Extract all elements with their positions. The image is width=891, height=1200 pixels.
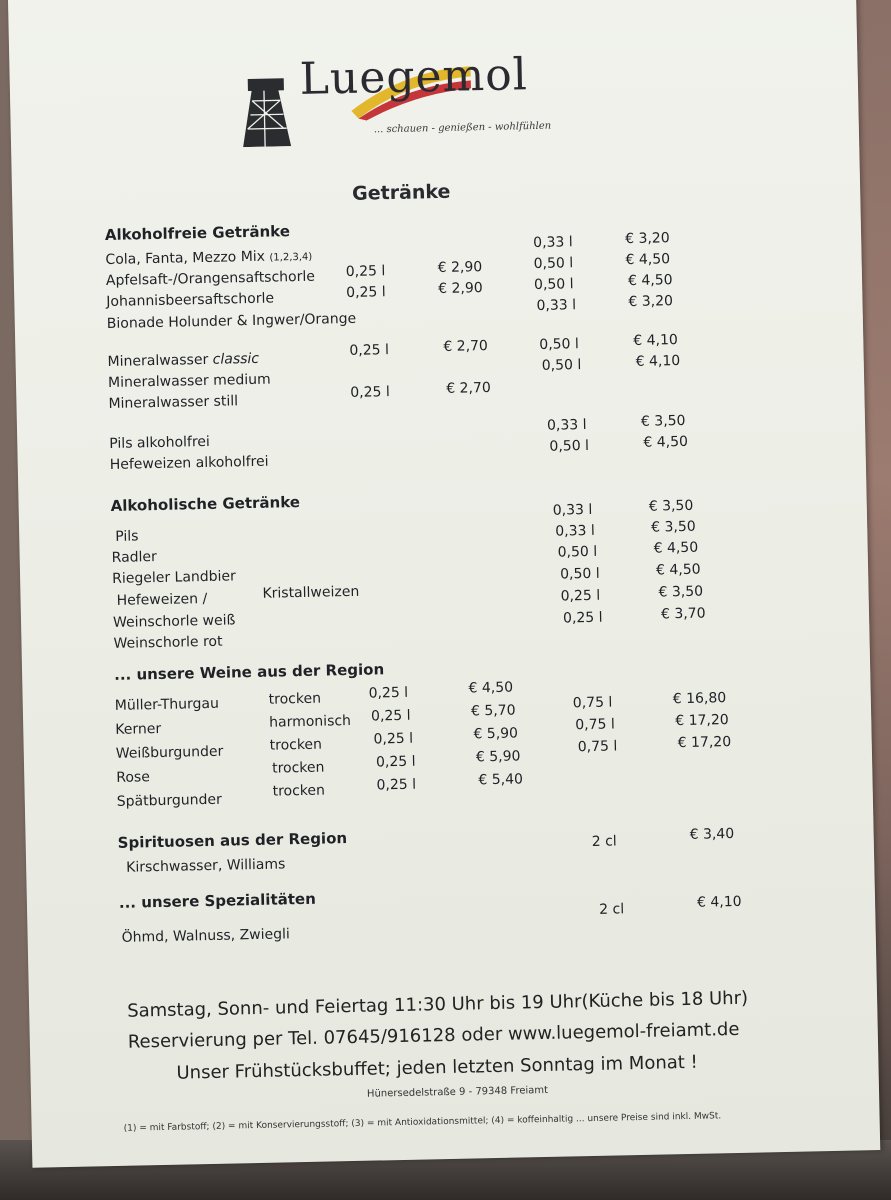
volume: 0,75 l <box>572 694 613 712</box>
volume: 0,50 l <box>557 543 598 561</box>
volume: 0,25 l <box>373 730 414 748</box>
menu-item <box>105 248 312 268</box>
volume: 0,25 l <box>562 609 603 627</box>
price: € 4,50 <box>627 272 673 290</box>
volume: 0,75 l <box>577 738 618 756</box>
volume: 0,50 l <box>549 437 590 455</box>
wine-taste: trocken <box>272 782 326 800</box>
volume: 0,25 l <box>370 707 411 725</box>
menu-item: Hefeweizen alkoholfrei <box>109 453 269 473</box>
additive-legend: (1) = mit Farbstoff; (2) = mit Konservierungsstoff; (3) = mit Antioxidationsmittel; (4) = koffeinhaltig ... unsere Preise sind inkl. MwSt. <box>123 1111 722 1134</box>
price: € 3,50 <box>658 583 704 601</box>
menu-item: Weinschorle weiß <box>112 612 236 631</box>
price: € 4,10 <box>635 353 681 370</box>
volume: 0,25 l <box>376 776 417 794</box>
breakfast-line: Unser Frühstücksbuffet; jeden letzten Sonntag im Monat ! <box>176 1051 699 1084</box>
menu-item: Mineralwasser classic <box>107 350 260 370</box>
wine-name: Rose <box>116 769 151 786</box>
menu-item: Mineralwasser medium <box>107 371 271 391</box>
logo-tagline: ... schauen - genießen - wohlfühlen <box>373 120 552 136</box>
price: € 2,70 <box>446 379 491 397</box>
price: € 5,90 <box>473 725 519 743</box>
price: € 3,70 <box>660 605 706 623</box>
menu-item: Apfelsaft-/Orangensaftschorle <box>105 268 316 290</box>
menu-item: Pils alkoholfrei <box>109 433 210 452</box>
wine-name: Spätburgunder <box>116 791 222 810</box>
additive-note: (1,2,3,4) <box>269 251 313 264</box>
price: € 3,20 <box>628 293 674 311</box>
volume: 0,50 l <box>533 255 574 273</box>
price: € 3,40 <box>689 825 735 843</box>
price: € 4,50 <box>655 561 701 579</box>
price: € 3,50 <box>648 497 694 515</box>
volume: 0,50 l <box>533 276 574 294</box>
tower-icon <box>238 74 297 147</box>
menu-item <box>116 591 207 609</box>
menu-item: Mineralwasser still <box>108 393 239 412</box>
volume: 0,33 l <box>555 522 595 540</box>
price: € 17,20 <box>675 712 729 730</box>
menu-item: Riegeler Landbier <box>111 568 237 587</box>
address: Hünersedelstraße 9 - 79348 Freiamt <box>366 1084 549 1100</box>
volume: 0,33 l <box>536 297 577 314</box>
price: € 4,50 <box>643 433 689 451</box>
opening-hours: Samstag, Sonn- und Feiertag 11:30 Uhr bis 19 Uhr(Küche bis 18 Uhr) <box>126 987 749 1022</box>
price: € 16,80 <box>672 690 727 708</box>
section-heading: Alkoholfreie Getränke <box>104 222 291 245</box>
price: € 17,20 <box>677 734 732 752</box>
volume: 0,25 l <box>349 342 390 359</box>
volume: 0,50 l <box>541 357 582 374</box>
price: € 5,70 <box>470 702 516 720</box>
volume: 0,25 l <box>368 684 409 702</box>
price: € 4,10 <box>633 332 678 349</box>
menu-sheet <box>8 0 880 1168</box>
menu-item: Johannisbeersaftschorle <box>106 290 275 311</box>
volume: 0,33 l <box>546 416 587 434</box>
price: € 4,10 <box>696 893 742 911</box>
wine-name: Müller-Thurgau <box>114 695 220 714</box>
price: € 2,90 <box>437 259 483 277</box>
wine-taste: trocken <box>268 690 322 708</box>
page-title: Getränke <box>351 180 451 205</box>
logo-wordmark: Luegemol <box>299 49 529 105</box>
menu-item: Bionade Holunder & Ingwer/Orange <box>106 310 357 333</box>
price: € 5,40 <box>478 771 524 789</box>
price: € 3,20 <box>624 230 670 248</box>
price: € 4,50 <box>468 679 514 697</box>
volume: 0,50 l <box>539 336 580 353</box>
wine-taste: trocken <box>271 759 325 777</box>
menu-item: Pils <box>115 528 139 545</box>
volume: 2 cl <box>599 901 625 918</box>
volume: 0,25 l <box>375 753 416 771</box>
wine-name: Weißburgunder <box>115 743 224 762</box>
item-name: Hefeweizen / <box>116 590 208 609</box>
volume: 0,25 l <box>346 284 386 301</box>
volume: 0,25 l <box>560 587 601 605</box>
volume: 2 cl <box>591 833 617 850</box>
volume: 0,25 l <box>350 384 390 401</box>
price: € 3,50 <box>651 518 696 536</box>
volume: 0,50 l <box>559 565 600 583</box>
menu-item: Kirschwasser, Williams <box>126 856 286 876</box>
volume: 0,33 l <box>533 234 573 252</box>
price: € 2,70 <box>443 338 489 355</box>
volume: 0,25 l <box>345 263 386 280</box>
item-name: Cola, Fanta, Mezzo Mix <box>105 248 266 269</box>
logo <box>237 48 569 155</box>
volume: 0,75 l <box>575 716 615 734</box>
price: € 4,50 <box>625 251 671 269</box>
price: € 3,50 <box>640 412 686 430</box>
wine-taste: trocken <box>269 736 323 754</box>
section-heading: ... unsere Weine aus der Region <box>113 660 385 684</box>
price: € 4,50 <box>653 539 699 557</box>
menu-item: Radler <box>111 549 158 566</box>
menu-item: Kristallweizen <box>262 583 360 602</box>
price: € 5,90 <box>475 748 521 766</box>
section-heading: Spirituosen aus der Region <box>117 829 348 852</box>
water-variant: classic <box>212 350 260 368</box>
wine-name: Kerner <box>115 720 162 738</box>
section-heading: ... unsere Spezialitäten <box>118 889 316 912</box>
volume: 0,33 l <box>552 501 593 519</box>
menu-item: Öhmd, Walnuss, Zwiegli <box>121 926 290 946</box>
menu-item: Weinschorle rot <box>113 633 223 652</box>
reservation-line: Reservierung per Tel. 07645/916128 oder www.luegemol-freiamt.de <box>127 1018 740 1053</box>
section-heading: Alkoholische Getränke <box>110 492 301 515</box>
wine-taste: harmonisch <box>269 712 352 731</box>
price: € 2,90 <box>437 280 483 298</box>
